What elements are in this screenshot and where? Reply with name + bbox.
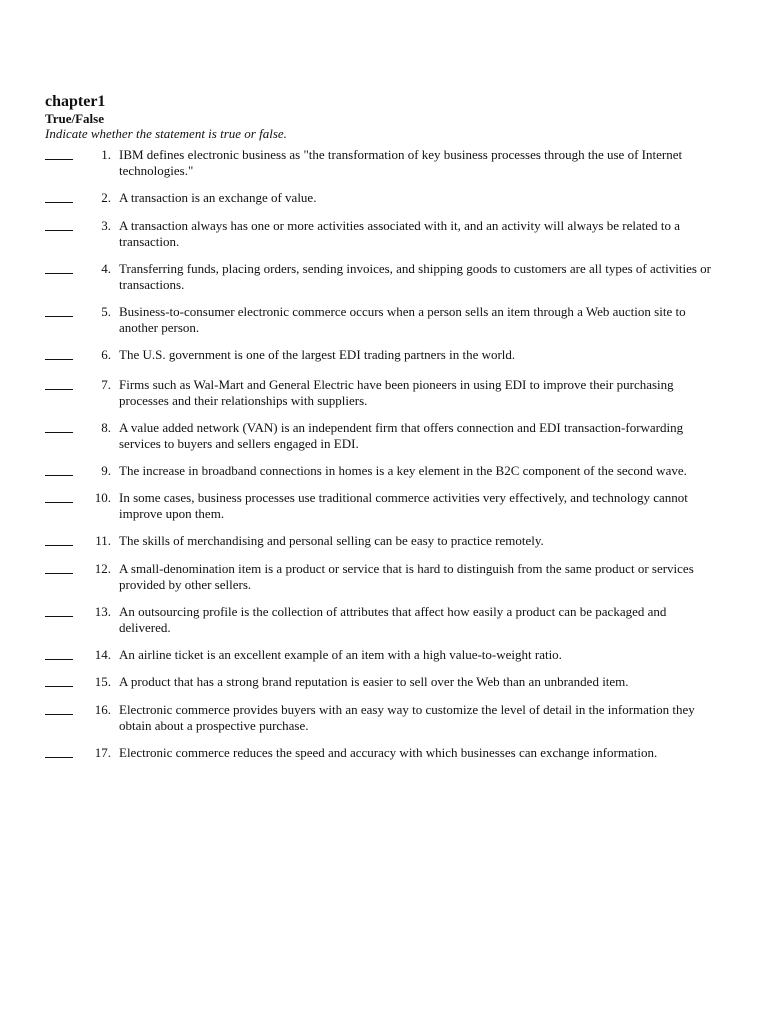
question-text: Electronic commerce provides buyers with an easy way to customize the level of detail in the information they obtain about a prospective purchase. [119, 702, 695, 733]
question-text: Transferring funds, placing orders, sending invoices, and shipping goods to customers are all types of activities or transactions. [119, 261, 711, 292]
answer-blank[interactable] [45, 561, 73, 574]
question-item [45, 745, 725, 761]
question-number: 13. [94, 604, 111, 619]
question-number: 7. [101, 377, 111, 392]
question-item [45, 420, 725, 452]
question-item [45, 561, 725, 593]
answer-blank[interactable] [45, 490, 73, 503]
question-number: 9. [101, 463, 111, 478]
question-item [45, 674, 725, 690]
answer-blank[interactable] [45, 604, 73, 617]
answer-blank[interactable] [45, 647, 73, 660]
answer-blank[interactable] [45, 674, 73, 687]
question-item [45, 463, 725, 479]
answer-blank[interactable] [45, 218, 73, 231]
question-item [45, 190, 725, 206]
question-number: 4. [101, 261, 111, 276]
question-text: In some cases, business processes use traditional commerce activities very effectively, and technology cannot improve upon them. [119, 490, 688, 521]
answer-blank[interactable] [45, 533, 73, 546]
question-item [45, 304, 725, 336]
question-text: Firms such as Wal-Mart and General Electric have been pioneers in using EDI to improve their purchasing processes and their relationships with suppliers. [119, 377, 674, 408]
question-item [45, 147, 725, 179]
chapter-title: chapter1 [45, 93, 106, 110]
question-text: An outsourcing profile is the collection of attributes that affect how easily a product can be packaged and delivered. [119, 604, 667, 635]
instructions: Indicate whether the statement is true or false. [45, 126, 287, 141]
answer-blank[interactable] [45, 304, 73, 317]
question-number: 17. [94, 745, 111, 760]
section-title: True/False [45, 111, 104, 126]
answer-blank[interactable] [45, 420, 73, 433]
question-text: IBM defines electronic business as "the transformation of key business processes through the use of Internet technologies." [119, 147, 683, 178]
question-number: 14. [94, 647, 111, 662]
question-number: 1. [101, 147, 111, 162]
question-item [45, 377, 725, 409]
question-item [45, 218, 725, 250]
question-list [45, 147, 725, 761]
answer-blank[interactable] [45, 745, 73, 758]
question-number: 15. [94, 674, 111, 689]
answer-blank[interactable] [45, 147, 73, 160]
question-text: Business-to-consumer electronic commerce occurs when a person sells an item through a Web auction site to another person. [119, 304, 686, 335]
answer-blank[interactable] [45, 702, 73, 715]
answer-blank[interactable] [45, 190, 73, 203]
question-number: 12. [94, 561, 111, 576]
question-item [45, 647, 725, 663]
question-number: 11. [95, 533, 111, 548]
question-number: 8. [101, 420, 111, 435]
question-text: An airline ticket is an excellent example of an item with a high value-to-weight ratio. [119, 647, 562, 662]
answer-blank[interactable] [45, 463, 73, 476]
question-number: 6. [101, 347, 111, 362]
question-number: 10. [94, 490, 111, 505]
question-text: The increase in broadband connections in homes is a key element in the B2C component of the second wave. [119, 463, 687, 478]
question-text: A value added network (VAN) is an independent firm that offers connection and EDI transaction-forwarding services to buyers and sellers engaged in EDI. [119, 420, 684, 451]
question-text: The U.S. government is one of the largest EDI trading partners in the world. [119, 347, 516, 362]
question-item [45, 604, 725, 636]
question-text: A transaction is an exchange of value. [119, 190, 317, 205]
question-item [45, 261, 725, 293]
question-text: A transaction always has one or more activities associated with it, and an activity will always be related to a transaction. [119, 218, 680, 249]
answer-blank[interactable] [45, 377, 73, 390]
question-text: A product that has a strong brand reputation is easier to sell over the Web than an unbranded item. [119, 674, 629, 689]
answer-blank[interactable] [45, 261, 73, 274]
document-page [45, 93, 725, 772]
question-item [45, 702, 725, 734]
question-number: 3. [101, 218, 111, 233]
question-number: 2. [101, 190, 111, 205]
question-text: The skills of merchandising and personal selling can be easy to practice remotely. [119, 533, 544, 548]
question-number: 16. [94, 702, 111, 717]
answer-blank[interactable] [45, 347, 73, 360]
question-text: A small-denomination item is a product or service that is hard to distinguish from the same product or services provided by other sellers. [119, 561, 694, 592]
question-item [45, 347, 725, 363]
question-number: 5. [101, 304, 111, 319]
question-item [45, 533, 725, 549]
question-item [45, 490, 725, 522]
question-text: Electronic commerce reduces the speed and accuracy with which businesses can exchange information. [119, 745, 658, 760]
